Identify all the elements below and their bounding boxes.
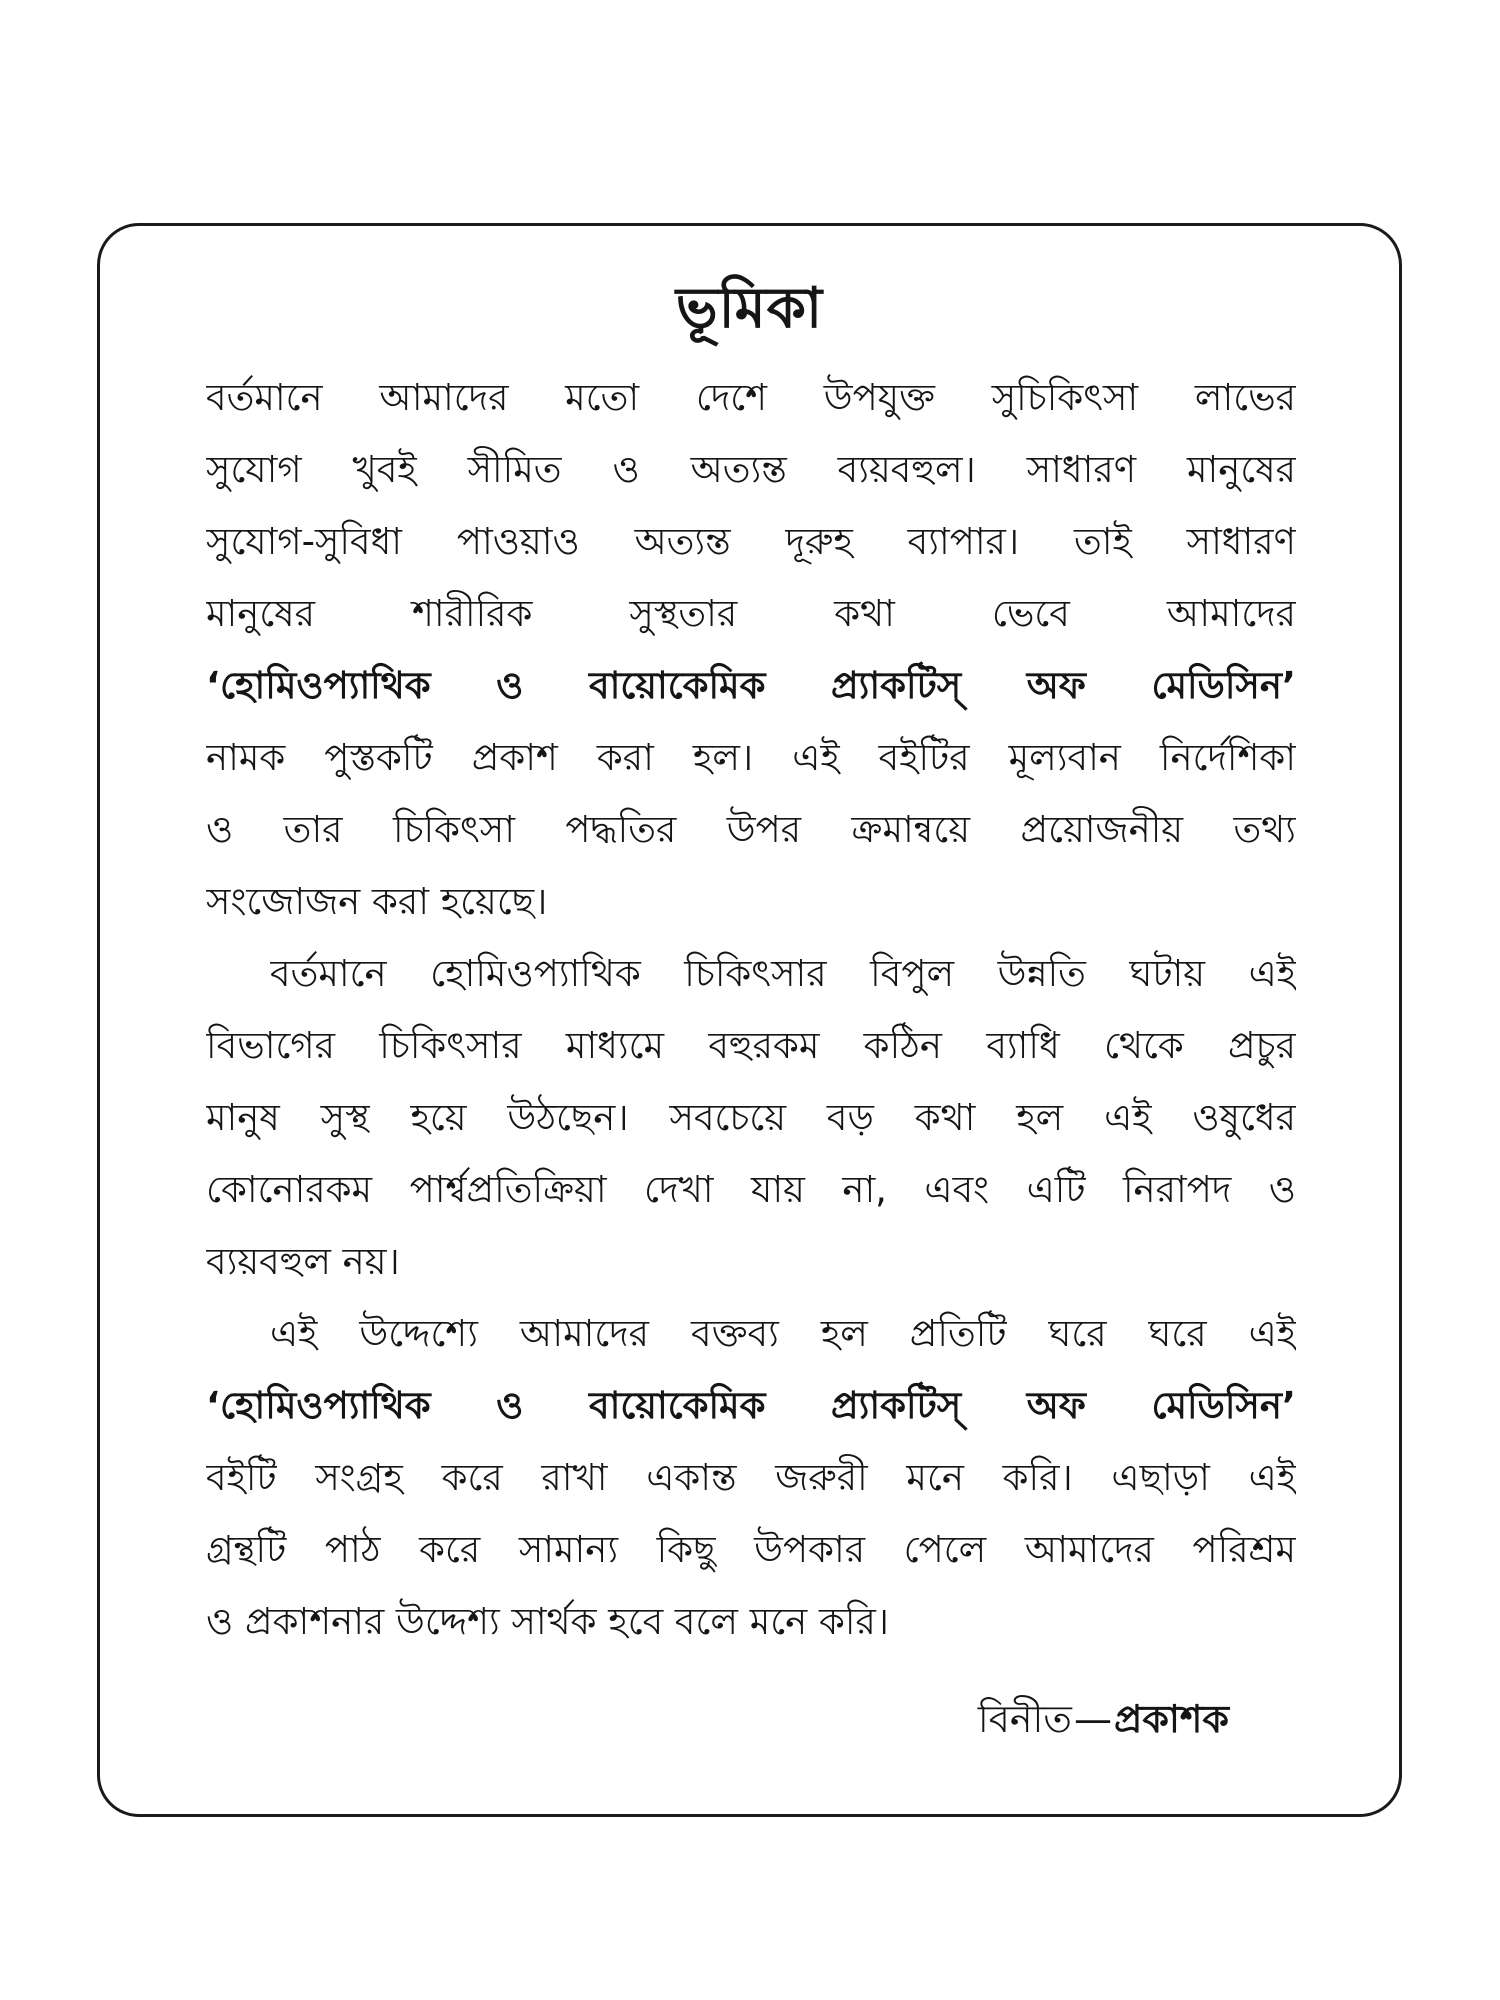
paragraph-1-line-1: বর্তমানে আমাদের মতো দেশে উপযুক্ত সুচিকিৎসা লাভের [206,376,1296,419]
signoff-separator: — [1073,1697,1112,1741]
signoff-prefix: বিনীত [977,1697,1072,1741]
paragraph-2-line-2: বিভাগের চিকিৎসার মাধ্যমে বহুরকম কঠিন ব্যাধি থেকে প্রচুর [206,1024,1296,1067]
paragraph-3-line-1: এই উদ্দেশ্যে আমাদের বক্তব্য হল প্রতিটি ঘরে ঘরে এই [270,1312,1296,1355]
book-title-line: ‘হোমিওপ্যাথিক ও বায়োকেমিক প্র্যাকটিস্ অফ মেডিসিন’ [206,664,1296,707]
paragraph-3-line-5: ও প্রকাশনার উদ্দেশ্য সার্থক হবে বলে মনে করি। [206,1600,890,1643]
paragraph-2-line-5: ব্যয়বহুল নয়। [206,1240,400,1283]
page-title: ভূমিকা [675,276,824,341]
paragraph-2-line-1: বর্তমানে হোমিওপ্যাথিক চিকিৎসার বিপুল উন্নতি ঘটায় এই [270,952,1296,995]
preface-box [97,223,1402,1817]
paragraph-1-line-7: ও তার চিকিৎসা পদ্ধতির উপর ক্রমান্বয়ে প্রয়োজনীয় তথ্য [206,808,1296,851]
signoff [978,1684,1229,1754]
signoff-author: প্রকাশক [1113,1697,1229,1741]
paragraph-2-line-4: কোনোরকম পার্শ্বপ্রতিক্রিয়া দেখা যায় না, এবং এটি নিরাপদ ও [206,1168,1296,1211]
paragraph-2-line-3: মানুষ সুস্থ হয়ে উঠছেন। সবচেয়ে বড় কথা হল এই ওষুধের [206,1096,1296,1139]
paragraph-1-line-6: নামক পুস্তকটি প্রকাশ করা হল। এই বইটির মূল্যবান নির্দেশিকা [206,736,1296,779]
book-title-line: ‘হোমিওপ্যাথিক ও বায়োকেমিক প্র্যাকটিস্ অফ মেডিসিন’ [206,1384,1296,1427]
paragraph-3-line-4: গ্রন্থটি পাঠ করে সামান্য কিছু উপকার পেলে আমাদের পরিশ্রম [206,1528,1296,1571]
paragraph-1-line-8: সংজোজন করা হয়েছে। [206,880,548,923]
paragraph-1-line-3: সুযোগ-সুবিধা পাওয়াও অত্যন্ত দূরুহ ব্যাপার। তাই সাধারণ [206,520,1296,563]
paragraph-1-line-2: সুযোগ খুবই সীমিত ও অত্যন্ত ব্যয়বহুল। সাধারণ মানুষের [206,448,1296,491]
paragraph-3-line-3: বইটি সংগ্রহ করে রাখা একান্ত জরুরী মনে করি। এছাড়া এই [206,1456,1296,1499]
paragraph-1-line-4: মানুষের শারীরিক সুস্থতার কথা ভেবে আমাদের [206,592,1296,635]
